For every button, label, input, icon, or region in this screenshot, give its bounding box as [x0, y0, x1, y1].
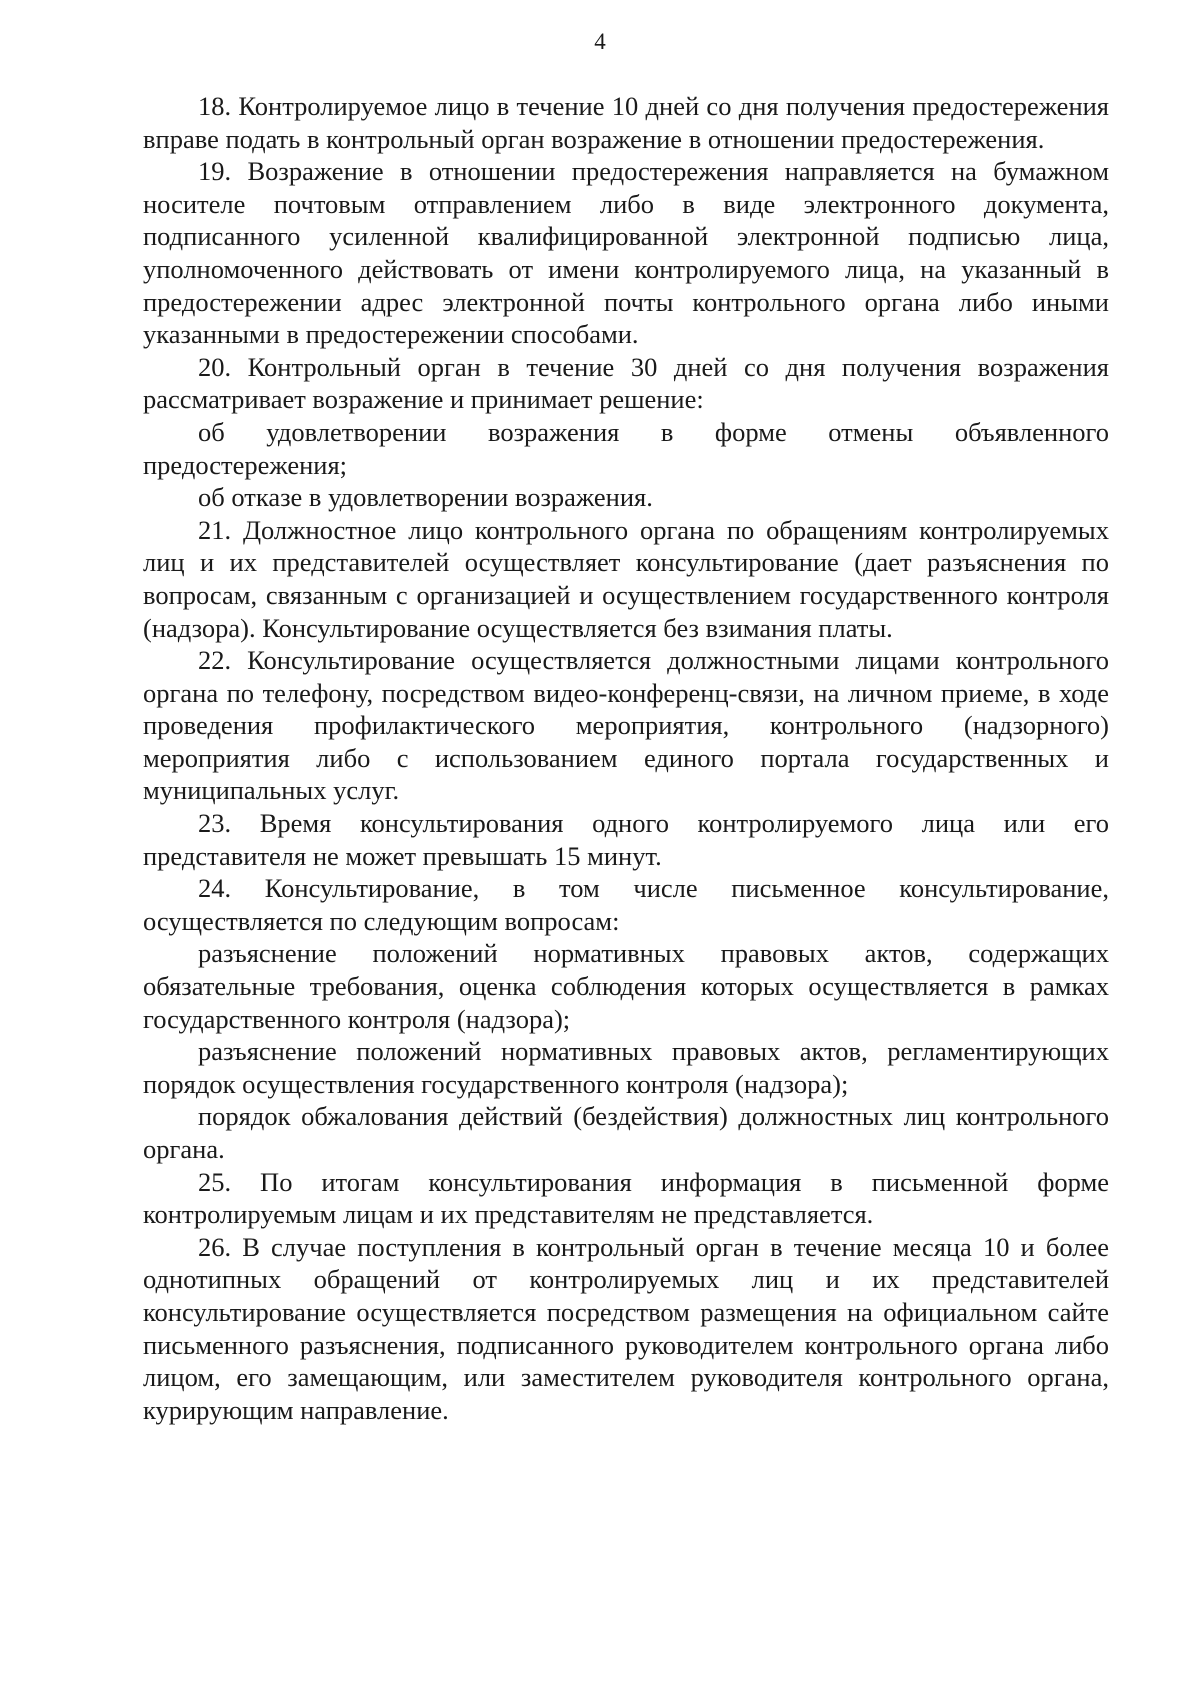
paragraph-24-item-2: разъяснение положений нормативных правовых актов, регламентирующих порядок осуществления государственного контроля (надзора); [143, 1036, 1109, 1099]
document-body [143, 90, 1109, 1426]
paragraph-26: 26. В случае поступления в контрольный орган в течение месяца 10 и более однотипных обращений от контролируемых лиц и их представителей консультирование осуществляется посредством размещения на официальном сайте письменного разъяснения, подписанного руководителем контрольного органа либо лицом, его замещающим, или заместителем руководителя контрольного органа, курирующим направление. [143, 1231, 1109, 1425]
paragraph-21: 21. Должностное лицо контрольного органа по обращениям контролируемых лиц и их представителей осуществляет консультирование (дает разъяснения по вопросам, связанным с организацией и осуществлением государственного контроля (надзора). Консультирование осуществляется без взимания платы. [143, 514, 1109, 643]
paragraph-24: 24. Консультирование, в том числе письменное консультирование, осуществляется по следующим вопросам: [143, 873, 1109, 936]
paragraph-24-item-1: разъяснение положений нормативных правовых актов, содержащих обязательные требования, оценка соблюдения которых осуществляется в рамках государственного контроля (надзора); [143, 938, 1109, 1034]
paragraph-20-option-refuse: об отказе в удовлетворении возражения. [198, 482, 653, 513]
paragraph-18: 18. Контролируемое лицо в течение 10 дней со дня получения предостережения вправе подать в контрольный орган возражение в отношении предостережения. [143, 91, 1109, 154]
page-number: 4 [594, 29, 606, 54]
paragraph-24-item-3: порядок обжалования действий (бездействия) должностных лиц контрольного органа. [143, 1101, 1109, 1164]
paragraph-20: 20. Контрольный орган в течение 30 дней со дня получения возражения рассматривает возражение и принимает решение: [143, 351, 1109, 415]
paragraph-22: 22. Консультирование осуществляется должностными лицами контрольного органа по телефону, посредством видео-конференц-связи, на личном приеме, в ходе проведения профилактического мероприятия, контрольного (надзорного) мероприятия либо с использованием единого портала государственных и муниципальных услуг. [143, 645, 1109, 806]
paragraph-19: 19. Возражение в отношении предостережения направляется на бумажном носителе почтовым отправлением либо в виде электронного документа, подписанного усиленной квалифицированной электронной подписью лица, уполномоченного действовать от имени контролируемого лица, на указанный в предостережении адрес электронной почты контрольного органа либо иными указанными в предостережении способами. [143, 156, 1109, 350]
paragraph-25: 25. По итогам консультирования информация в письменной форме контролируемым лицам и их представителям не представляется. [143, 1166, 1109, 1230]
paragraph-23: 23. Время консультирования одного контролируемого лица или его представителя не может превышать 15 минут. [143, 808, 1109, 871]
paragraph-20-option-approve: об удовлетворении возражения в форме отмены объявленного предостережения; [143, 416, 1109, 480]
